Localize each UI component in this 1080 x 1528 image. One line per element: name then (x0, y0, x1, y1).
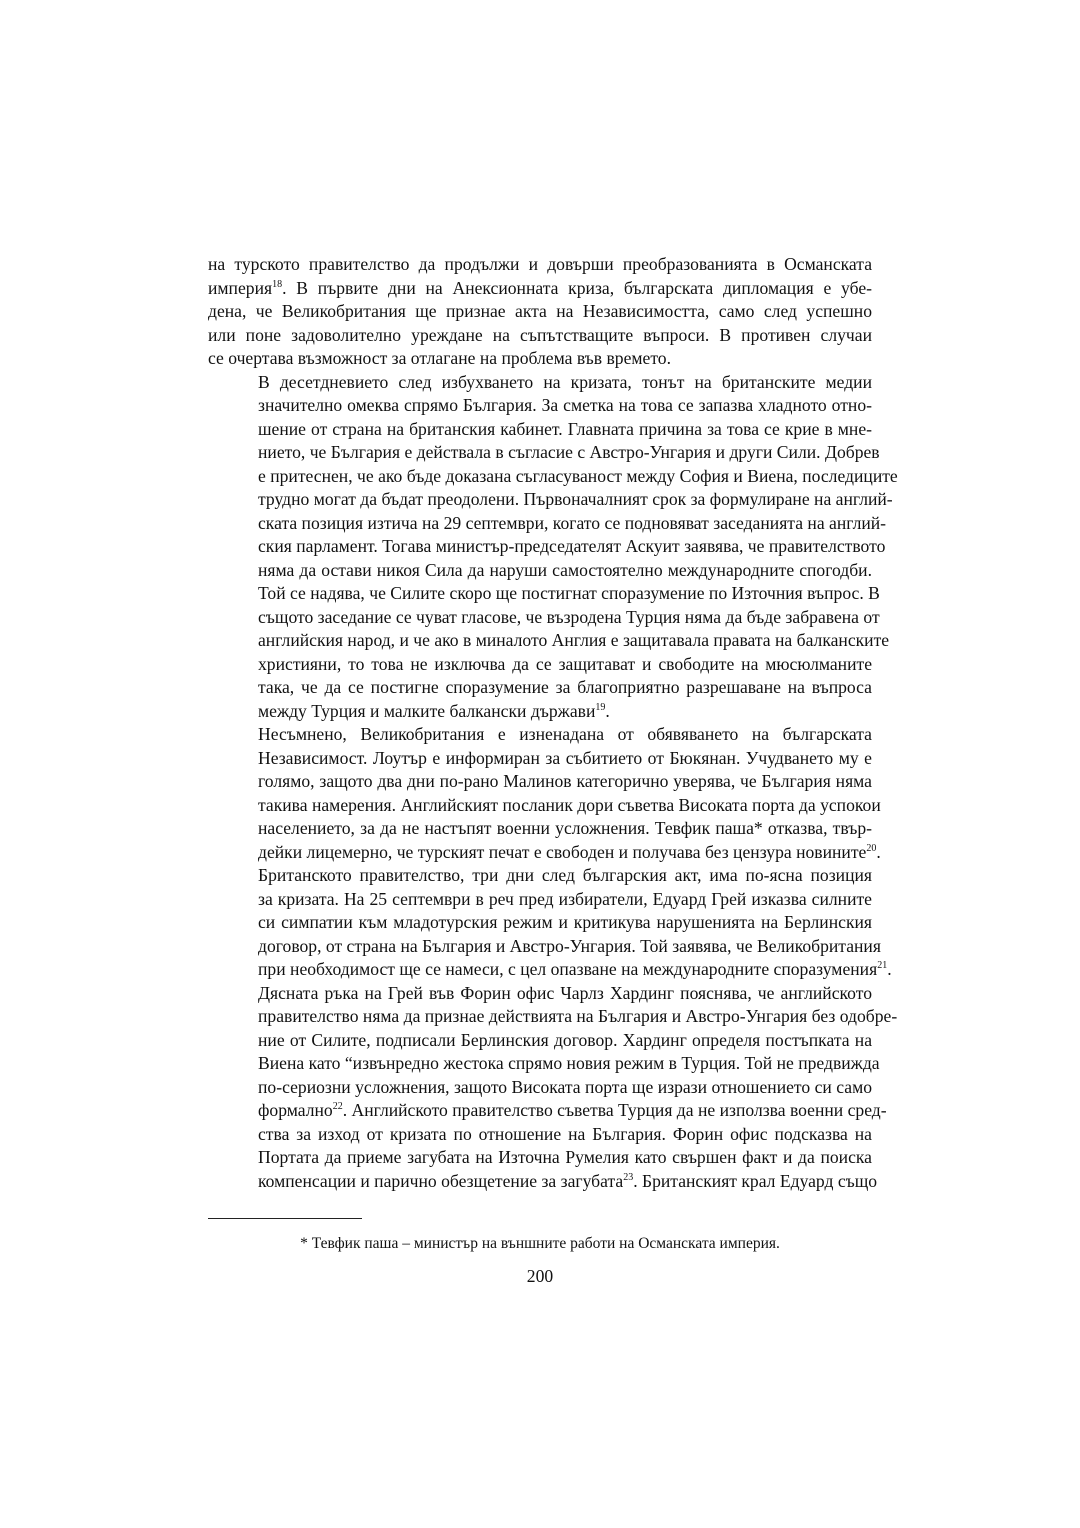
text-line (208, 559, 872, 583)
page-number: 200 (526, 1266, 554, 1286)
line-text: договор, от страна на България и Австро-Унгария. Той заявява, че Великобритания (258, 935, 881, 956)
line-text-continued: . Английското правителство съветва Турция да не използва военни сред- (342, 1100, 887, 1120)
line-text: Портата да приеме загубата на Източна Румелия като свършен факт и да поиска (258, 1147, 872, 1167)
text-line (208, 606, 880, 630)
line-text: християни, то това не изключва да се защитават и свободите на мюсюлманите (258, 653, 872, 674)
line-text: английския народ, и че ако в миналото Англия е защитавала правата на балканските (258, 630, 890, 650)
line-text: правителство няма да признае действията на България и Австро-Унгария без одобре- (258, 1006, 898, 1026)
text-line (208, 864, 872, 888)
text-line (208, 347, 872, 371)
line-text: нието, че България е действала в съгласие с Австро-Унгария и други Сили. Добрев (258, 442, 880, 462)
line-text: значително омеква спрямо България. За сметка на това се запазва хладното отно- (258, 395, 872, 415)
text-line (208, 794, 881, 818)
line-text: дена, че Великобритания ще признае акта на Независимостта, само след успешно (208, 301, 872, 321)
line-text: Независимост. Лоутър е информиран за събитието от Бюкянан. Учудването му е (258, 747, 872, 768)
line-text-continued: . Британският крал Едуард също (633, 1170, 878, 1191)
line-text: голямо, защото два дни по-рано Малинов категорично уверява, че България няма (258, 771, 872, 791)
line-text: Той се надява, че Силите скоро ще постигнат споразумение по Източния въпрос. В (258, 583, 880, 603)
paragraph (208, 371, 898, 724)
line-text-continued: . (887, 959, 892, 979)
line-text: за кризата. На 25 септември в реч пред избиратели, Едуард Грей изказва силните (258, 888, 872, 909)
text-line (208, 935, 881, 959)
line-text: трудно могат да бъдат преодолени. Първоначалният срок за формулиране на англий- (258, 489, 893, 509)
text-line (208, 1123, 872, 1147)
line-text: компенсации и парично обезщетение за загубата (258, 1170, 624, 1191)
line-text: Несъмнено, Великобритания е изненадана от обявяването на българската (258, 724, 872, 744)
text-line (208, 418, 872, 442)
text-line (208, 512, 887, 536)
page-body (208, 253, 898, 1193)
footnote-reference: 19 (595, 701, 606, 713)
footnote-reference: 21 (877, 960, 888, 971)
footnote-separator (208, 1218, 362, 1219)
text-line (208, 441, 880, 465)
line-text: Дясната ръка на Грей във Форин офис Чарлз Хардинг пояснява, че английското (258, 982, 872, 1003)
text-line (208, 958, 892, 982)
text-line (208, 300, 872, 324)
text-line (208, 817, 872, 841)
line-text: така, че да се постигне споразумение за благоприятно разрешаване на въпроса (258, 677, 872, 697)
text-line (208, 1099, 887, 1123)
text-line (208, 629, 890, 653)
text-line (208, 465, 898, 489)
line-text: Британското правителство, три дни след българския акт, има по-ясна позиция (258, 865, 872, 885)
text-line (208, 582, 880, 606)
text-line (208, 394, 872, 418)
text-line (208, 253, 872, 277)
line-text: шение от страна на британския кабинет. Главната причина за това се крие в мне- (258, 418, 872, 439)
line-text: империя (208, 277, 273, 298)
line-text: ние от Силите, подписали Берлинския договор. Хардинг определя постъпката на (258, 1029, 872, 1050)
line-text: си симпатии към младотурския режим и критикува нарушенията на Берлинския (258, 912, 872, 932)
line-text: се очертава възможност за отлагане на проблема във времето. (208, 348, 671, 368)
line-text-continued: . (605, 700, 610, 721)
footnote-reference: 18 (272, 278, 283, 290)
text-line (208, 371, 872, 395)
line-text: между Турция и малките балкански държави (258, 700, 596, 721)
text-line (208, 653, 872, 677)
paragraph (208, 864, 898, 1193)
line-text: дейки лицемерно, че турският печат е свободен и получава без цензура новините (258, 841, 867, 862)
line-text: В десетдневието след избухването на кризата, тонът на британските медии (258, 371, 872, 392)
text-line (208, 1146, 872, 1170)
line-text: ската позиция изтича на 29 септември, когато се подновяват заседанията на англий- (258, 512, 887, 533)
text-line (208, 770, 872, 794)
line-text: същото заседание се чуват гласове, че възродена Турция няма да бъде забравена от (258, 606, 880, 627)
footnote-reference: 20 (866, 842, 877, 854)
line-text-continued: . В първите дни на Анексионната криза, българската дипломация е убе- (282, 277, 872, 298)
text-line (208, 324, 872, 348)
text-line (208, 841, 881, 865)
line-text: при необходимост ще се намеси, с цел опазване на международните споразумения (258, 959, 878, 979)
line-text: такива намерения. Английският посланик дори съветва Високата порта да успокои (258, 794, 881, 815)
text-line (208, 911, 872, 935)
text-line (208, 747, 872, 771)
line-text: ства за изход от кризата по отношение на България. Форин офис подсказва на (258, 1123, 872, 1144)
text-line (208, 1029, 872, 1053)
text-line (208, 888, 872, 912)
text-line (208, 676, 872, 700)
line-text: или поне задоволително уреждане на съпътстващите въпроси. В противен случаи (208, 324, 872, 345)
text-line (208, 1170, 878, 1194)
text-line (208, 1005, 898, 1029)
footnote-reference: 22 (332, 1101, 343, 1112)
footnote: * Тевфик паша – министър на външните работи на Османската империя. (300, 1235, 780, 1252)
line-text: формално (258, 1100, 333, 1120)
text-line (208, 700, 872, 724)
footnote-reference: 23 (623, 1171, 634, 1183)
paragraph (208, 723, 881, 864)
text-line (208, 535, 886, 559)
line-text: на турското правителство да продължи и довърши преобразованията в Османската (208, 254, 872, 274)
line-text: населението, за да не настъпят военни усложнения. Тевфик паша* отказва, твър- (258, 818, 872, 838)
line-text: по-сериозни усложнения, защото Високата порта ще изрази отношението си само (258, 1076, 872, 1097)
line-text: Виена като “извънредно жестока спрямо новия режим в Турция. Той не предвижда (258, 1053, 880, 1073)
text-line (208, 277, 872, 301)
line-text: е притеснен, че ако бъде доказана съгласуваност между София и Виена, последиците (258, 465, 898, 486)
text-line (208, 488, 893, 512)
line-text-continued: . (876, 841, 881, 862)
text-line (208, 982, 872, 1006)
paragraph (208, 253, 872, 371)
line-text: ския парламент. Тогава министър-председателят Аскуит заявява, че правителството (258, 536, 886, 556)
text-line (208, 1076, 872, 1100)
line-text: няма да остави никоя Сила да наруши самостоятелно международните спогодби. (258, 559, 872, 580)
text-line (208, 1052, 880, 1076)
text-line (208, 723, 872, 747)
